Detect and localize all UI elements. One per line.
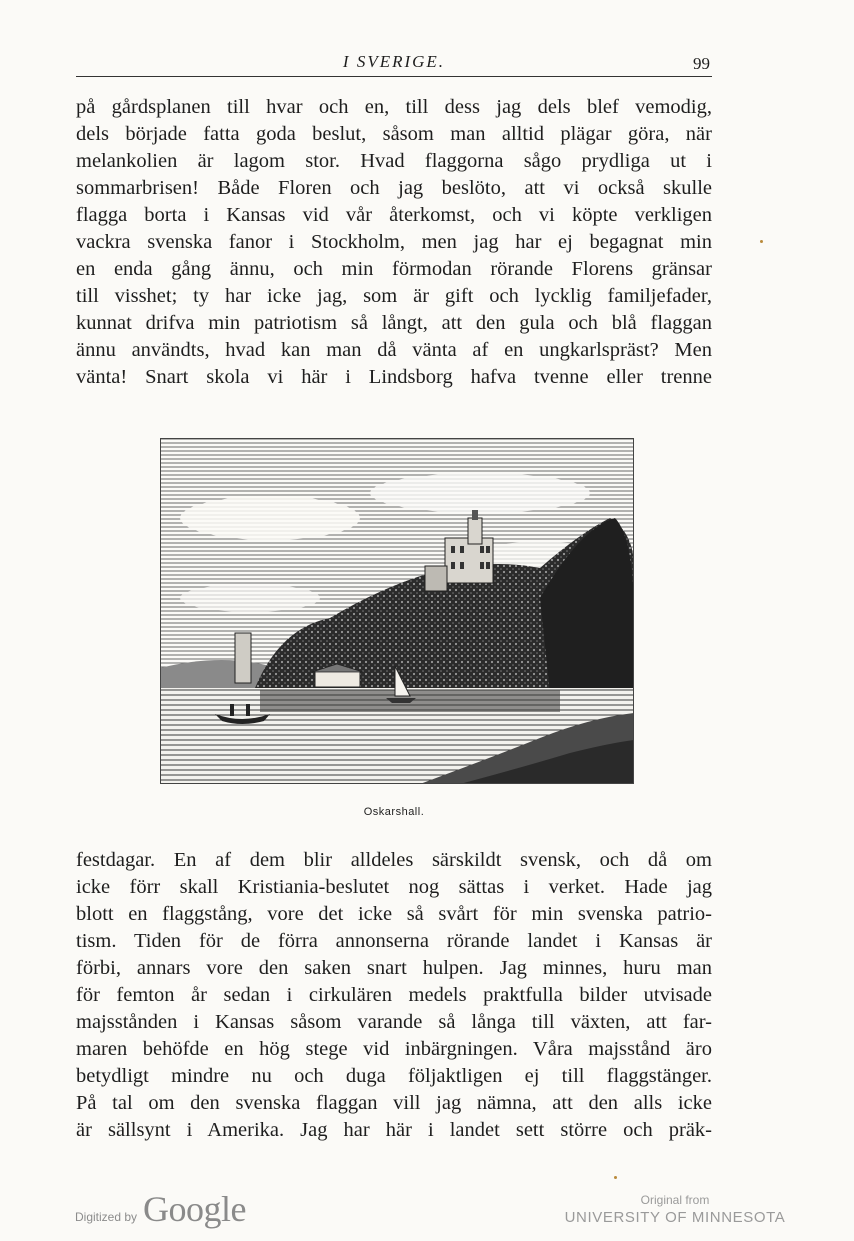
text-line: för femton år sedan i cirkulären medels praktfulla bilder utvisade — [76, 984, 712, 1006]
university-label: UNIVERSITY OF MINNESOTA — [564, 1209, 786, 1226]
engraving-oskarshall — [160, 438, 634, 784]
google-logo: Google — [143, 1189, 247, 1229]
paper-speck — [614, 1176, 617, 1179]
text-line: sommarbrisen! Både Floren och jag beslöto, att vi också skulle — [76, 177, 712, 199]
running-title: I SVERIGE. — [342, 52, 446, 71]
text-line: icke förr skall Kristiania-beslutet nog sättas i verket. Hade jag — [76, 876, 712, 898]
text-line: ännu användts, hvad kan man då vänta af en ungkarlspräst? Men — [76, 339, 712, 361]
paper-speck — [760, 240, 763, 243]
text-line: betydligt mindre nu och duga följaktligen ej till flaggstänger. — [76, 1065, 712, 1087]
text-line: är sällsynt i Amerika. Jag har här i landet sett större och präk- — [76, 1119, 712, 1141]
paragraph-second — [76, 847, 712, 1144]
text-line: festdagar. En af dem blir alldeles särskildt svensk, och då om — [76, 849, 712, 871]
text-line: förbi, annars vore den saken snart hulpen. Jag minnes, huru man — [76, 957, 712, 979]
text-line: vackra svenska fanor i Stockholm, men jag har ej begagnat min — [76, 231, 712, 253]
text-line: till visshet; ty har icke jag, som är gift och lycklig familjefader, — [76, 285, 712, 307]
text-line: flagga borta i Kansas vid vår återkomst, och vi köpte verkligen — [76, 204, 712, 226]
text-line: På tal om den svenska flaggan vill jag nämna, att den alls icke — [76, 1092, 712, 1114]
original-from-watermark — [560, 1193, 790, 1226]
text-line: dels började fatta goda beslut, såsom man alltid plägar göra, när — [76, 123, 712, 145]
figure-caption: Oskarshall. — [363, 806, 425, 818]
digitized-by-label: Digitized by — [75, 1210, 138, 1224]
text-line: vänta! Snart skola vi här i Lindsborg hafva tvenne eller trenne — [76, 366, 712, 388]
running-header — [76, 50, 712, 77]
digitized-by-watermark — [75, 1188, 246, 1230]
paragraph-first — [76, 94, 712, 391]
text-line: kunnat drifva min patriotism så långt, att den gula och blå flaggan — [76, 312, 712, 334]
text-line: melankolien är lagom stor. Hvad flaggorna sågo prydliga ut i — [76, 150, 712, 172]
text-line: blott en flaggstång, vore det icke så svårt för min svenska patrio- — [76, 903, 712, 925]
text-line: på gårdsplanen till hvar och en, till dess jag dels blef vemodig, — [76, 96, 712, 118]
text-line: tism. Tiden för de förra annonserna rörande landet i Kansas är — [76, 930, 712, 952]
text-line: en enda gång ännu, och min förmodan rörande Florens gränsar — [76, 258, 712, 280]
original-from-label: Original from — [640, 1193, 710, 1207]
engraving-illustration — [160, 438, 634, 784]
page-number: 99 — [693, 54, 710, 73]
text-line: maren behöfde en hög stege vid inbärgningen. Våra majsstånd äro — [76, 1038, 712, 1060]
text-line: majsstånden i Kansas såsom varande så långa till växten, att far- — [76, 1011, 712, 1033]
